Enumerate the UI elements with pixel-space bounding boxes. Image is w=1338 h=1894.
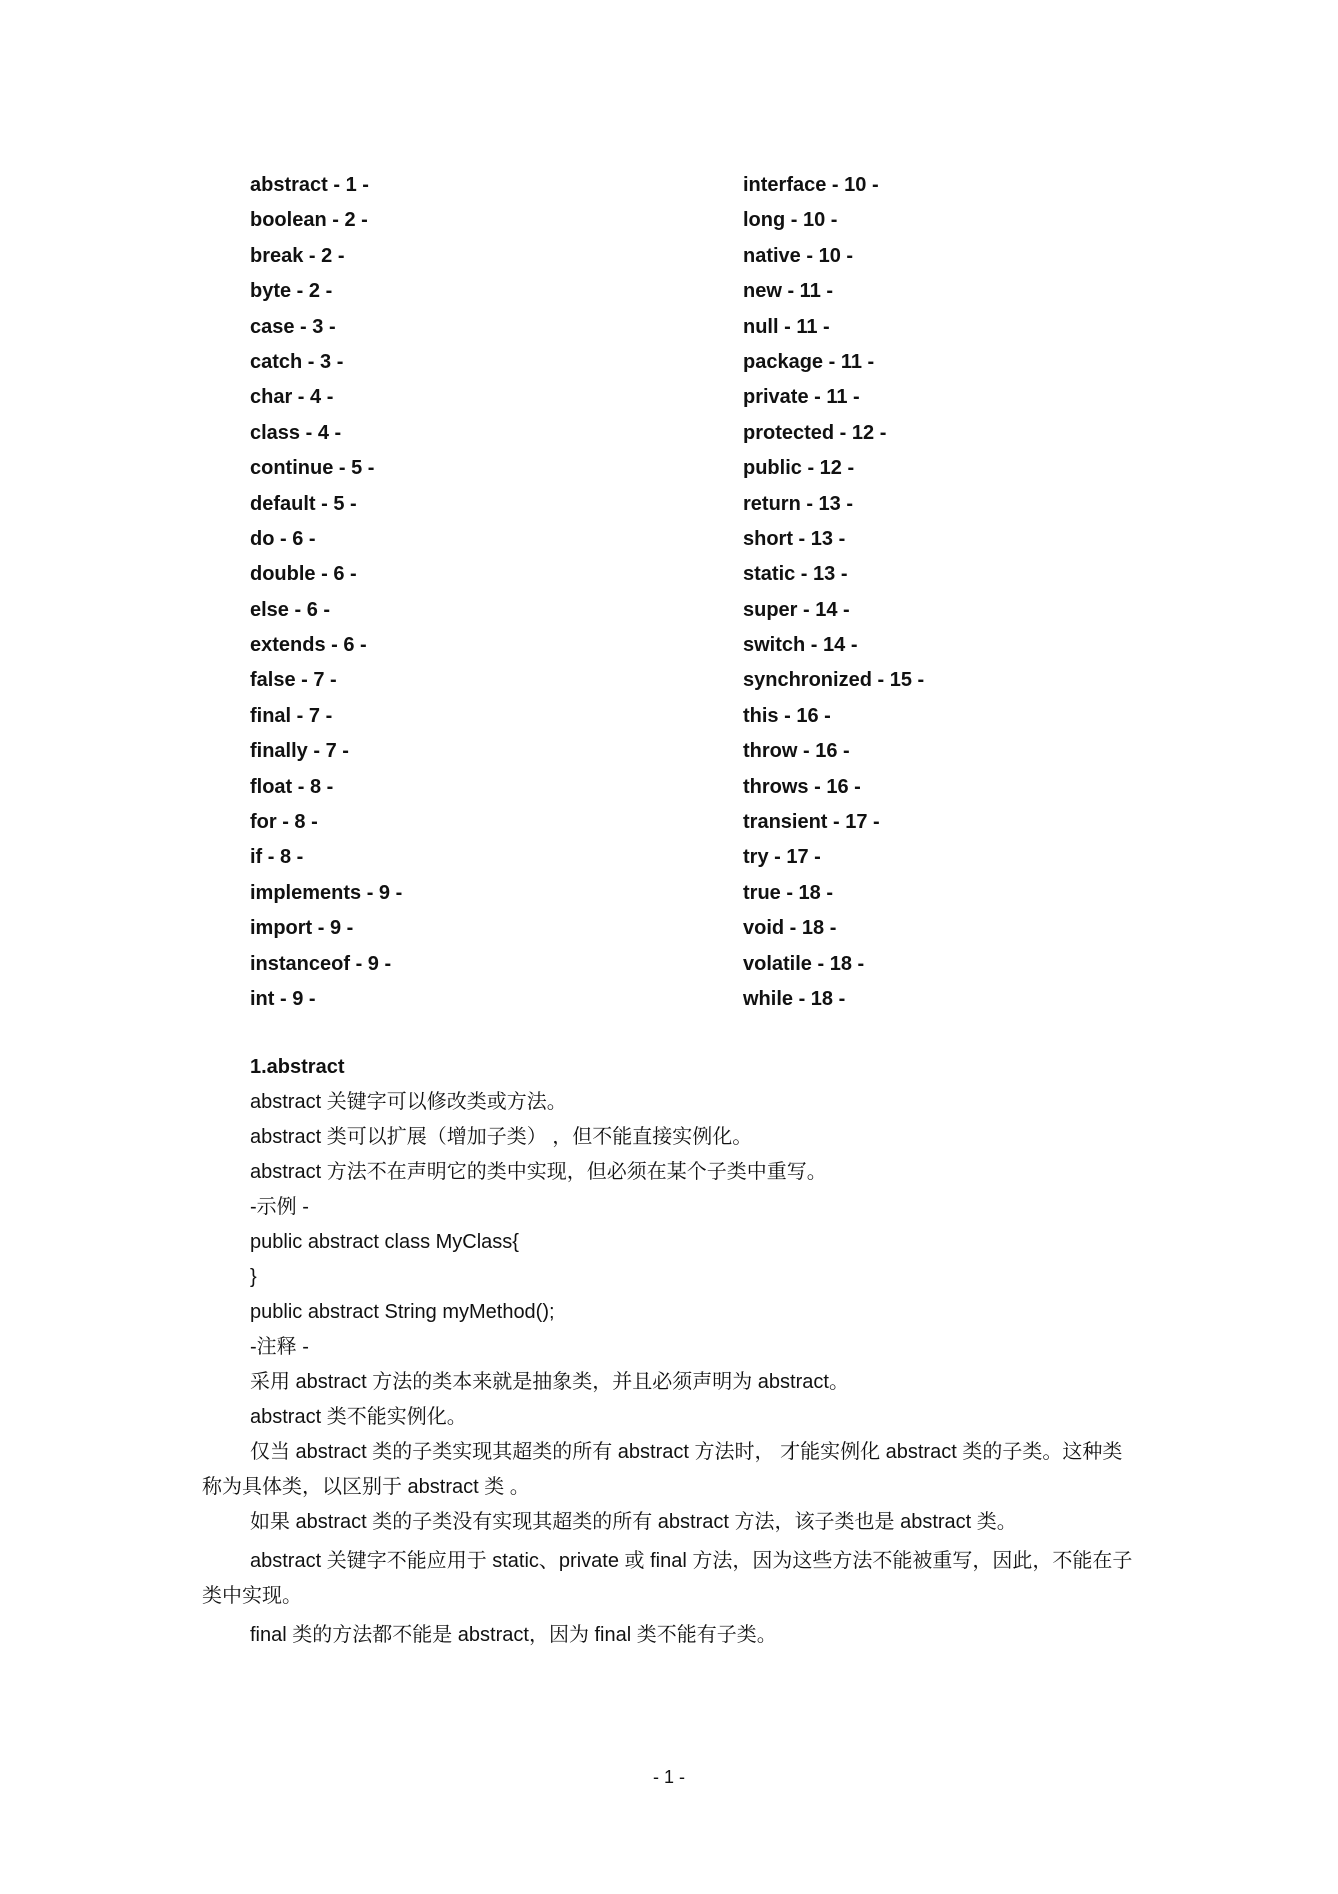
toc-entry[interactable]: default - 5 - xyxy=(250,492,357,515)
body-line: abstract 方法不在声明它的类中实现，但必须在某个子类中重写。 xyxy=(250,1161,827,1183)
body-line: abstract 类可以扩展（增加子类） ，但不能直接实例化。 xyxy=(250,1126,753,1148)
toc-spacer xyxy=(250,1017,743,1052)
example-label: -示例 - xyxy=(250,1196,309,1218)
toc-entry[interactable]: break - 2 - xyxy=(250,244,345,267)
toc-entry[interactable]: if - 8 - xyxy=(250,846,304,869)
toc-entry[interactable]: final - 7 - xyxy=(250,704,333,727)
body-paragraph: final 类的方法都不能是 abstract，因为 final 类不能有子类。 xyxy=(250,1624,777,1646)
toc-entry[interactable]: finally - 7 - xyxy=(250,740,349,763)
toc-entry[interactable]: import - 9 - xyxy=(250,917,354,940)
toc-entry[interactable]: null - 11 - xyxy=(743,315,830,338)
section-heading: 1.abstract xyxy=(250,1056,345,1078)
toc-entry[interactable]: case - 3 - xyxy=(250,315,336,338)
toc-entry[interactable]: false - 7 - xyxy=(250,669,337,692)
toc-entry[interactable]: int - 9 - xyxy=(250,987,316,1010)
toc-entry[interactable]: for - 8 - xyxy=(250,811,318,834)
toc-entry[interactable]: double - 6 - xyxy=(250,563,357,586)
toc-entry[interactable]: interface - 10 - xyxy=(743,174,879,196)
toc-entry[interactable]: static - 13 - xyxy=(743,563,848,586)
body-paragraph: 如果 abstract 类的子类没有实现其超类的所有 abstract 方法，该子类也是 abstract 类。 xyxy=(250,1511,1017,1533)
toc-entry[interactable]: volatile - 18 - xyxy=(743,952,865,975)
toc-entry[interactable]: private - 11 - xyxy=(743,386,860,409)
toc-entry[interactable]: throw - 16 - xyxy=(743,740,850,763)
body-line: 采用 abstract 方法的类本来就是抽象类，并且必须声明为 abstract。 xyxy=(250,1371,849,1393)
toc-entry[interactable]: byte - 2 - xyxy=(250,280,333,303)
toc-entry[interactable]: float - 8 - xyxy=(250,775,334,798)
toc-entry[interactable]: while - 18 - xyxy=(743,987,846,1010)
toc-entry[interactable]: transient - 17 - xyxy=(743,811,880,834)
toc-entry[interactable]: new - 11 - xyxy=(743,280,834,303)
toc-entry[interactable]: short - 13 - xyxy=(743,527,846,550)
toc-entry[interactable]: this - 16 - xyxy=(743,704,831,727)
toc-entry[interactable]: abstract - 1 - xyxy=(250,174,369,196)
body-paragraph: 仅当 abstract 类的子类实现其超类的所有 abstract 方法时， 才能实例化 abstract 类的子类。这种类称为具体类，以区别于 abstract 类 。 xyxy=(202,1441,1123,1498)
code-line: } xyxy=(250,1266,257,1288)
toc-entry[interactable]: native - 10 - xyxy=(743,244,854,267)
toc-entry[interactable]: public - 12 - xyxy=(743,457,855,480)
toc-entry[interactable]: true - 18 - xyxy=(743,881,834,904)
keyword-index xyxy=(250,168,990,1053)
toc-entry[interactable]: boolean - 2 - xyxy=(250,209,368,232)
toc-entry[interactable]: protected - 12 - xyxy=(743,421,887,444)
toc-entry[interactable]: catch - 3 - xyxy=(250,350,344,373)
body-line: abstract 关键字可以修改类或方法。 xyxy=(250,1091,567,1113)
abstract-section xyxy=(202,1050,1142,1653)
notes-label: -注释 - xyxy=(250,1336,309,1358)
toc-entry[interactable]: super - 14 - xyxy=(743,598,850,621)
toc-entry[interactable]: switch - 14 - xyxy=(743,634,858,657)
toc-entry[interactable]: extends - 6 - xyxy=(250,634,367,657)
toc-entry[interactable]: else - 6 - xyxy=(250,598,331,621)
toc-entry[interactable]: class - 4 - xyxy=(250,421,342,444)
toc-entry[interactable]: return - 13 - xyxy=(743,492,854,515)
toc-entry[interactable]: package - 11 - xyxy=(743,350,875,373)
code-line: public abstract class MyClass{ xyxy=(250,1231,519,1253)
toc-entry[interactable]: try - 17 - xyxy=(743,846,821,869)
code-line: public abstract String myMethod(); xyxy=(250,1301,555,1323)
toc-entry[interactable]: void - 18 - xyxy=(743,917,837,940)
toc-entry[interactable]: long - 10 - xyxy=(743,209,838,232)
toc-entry[interactable]: char - 4 - xyxy=(250,386,334,409)
toc-entry[interactable]: throws - 16 - xyxy=(743,775,861,798)
toc-entry[interactable]: instanceof - 9 - xyxy=(250,952,392,975)
toc-entry[interactable]: continue - 5 - xyxy=(250,457,375,480)
toc-entry[interactable]: do - 6 - xyxy=(250,527,316,550)
page-number: - 1 - xyxy=(652,1767,685,1787)
toc-entry[interactable]: synchronized - 15 - xyxy=(743,669,925,692)
toc-entry[interactable]: implements - 9 - xyxy=(250,881,403,904)
body-line: abstract 类不能实例化。 xyxy=(250,1406,467,1428)
body-paragraph: abstract 关键字不能应用于 static、private 或 final 方法，因为这些方法不能被重写，因此，不能在子类中实现。 xyxy=(202,1550,1133,1607)
